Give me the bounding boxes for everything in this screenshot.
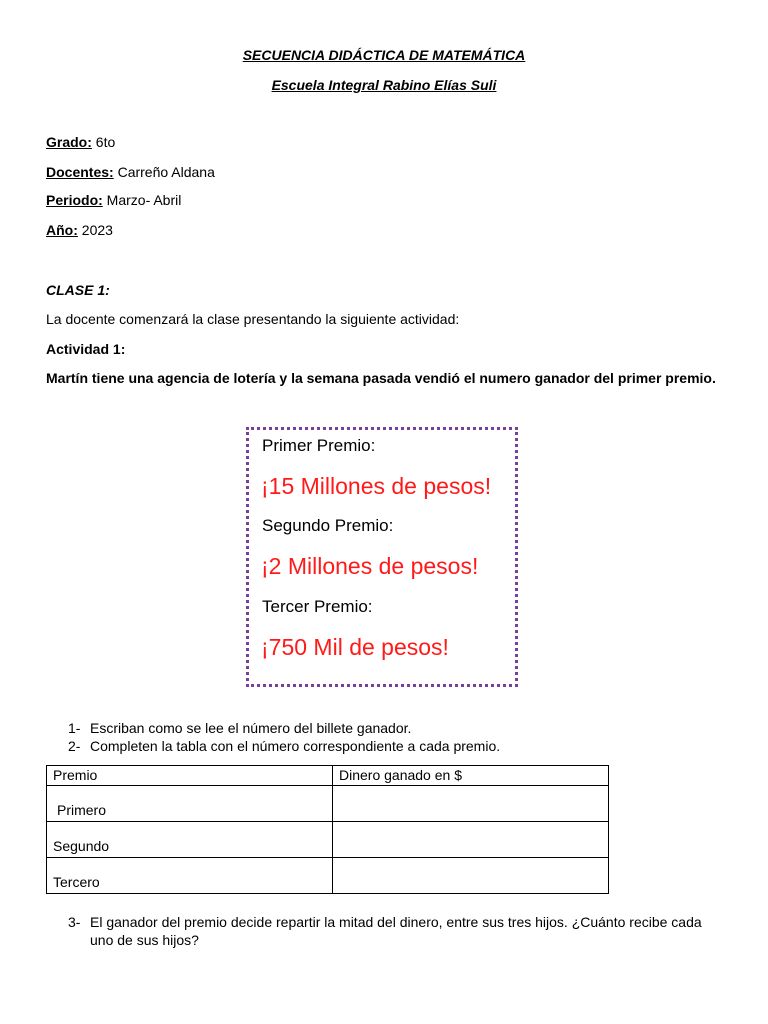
question-text-continued: uno de sus hijos? xyxy=(90,932,199,948)
anio-value: 2023 xyxy=(81,222,113,238)
prize-table xyxy=(46,765,609,894)
grado-value: 6to xyxy=(95,134,116,150)
prize-value-first: ¡15 Millones de pesos! xyxy=(261,473,492,499)
clase-heading: CLASE 1: xyxy=(46,282,110,298)
question-number: 2- xyxy=(68,738,81,754)
periodo-line xyxy=(46,192,181,208)
table-cell-dinero[interactable] xyxy=(333,858,609,894)
activity-text: Martín tiene una agencia de lotería y la semana pasada vendió el numero ganador del primer premio. xyxy=(46,370,716,386)
table-header-premio: Premio xyxy=(47,766,333,786)
table-header-dinero: Dinero ganado en $ xyxy=(333,766,609,786)
docentes-label: Docentes: xyxy=(46,164,114,180)
periodo-label: Periodo: xyxy=(46,192,103,208)
prize-label-first: Primer Premio: xyxy=(262,436,376,455)
school-name: Escuela Integral Rabino Elías Suli xyxy=(271,77,497,93)
question-number: 3- xyxy=(68,914,81,930)
activity-heading: Actividad 1: xyxy=(46,341,126,357)
table-cell-dinero[interactable] xyxy=(333,786,609,822)
prize-value-third: ¡750 Mil de pesos! xyxy=(261,634,449,660)
periodo-value: Marzo- Abril xyxy=(106,192,182,208)
prize-label-second: Segundo Premio: xyxy=(262,516,394,535)
table-header-row xyxy=(47,766,609,786)
docentes-line xyxy=(46,164,215,180)
anio-label: Año: xyxy=(46,222,78,238)
grado-label: Grado: xyxy=(46,134,92,150)
docentes-value: Carreño Aldana xyxy=(117,164,215,180)
table-row xyxy=(47,822,609,858)
table-cell-premio: Segundo xyxy=(47,822,333,858)
question-number: 1- xyxy=(68,720,81,736)
prize-box xyxy=(246,427,518,687)
table-row xyxy=(47,786,609,822)
question-text: Escriban como se lee el número del billete ganador. xyxy=(90,720,412,736)
clase-intro: La docente comenzará la clase presentando la siguiente actividad: xyxy=(46,311,460,327)
table-row xyxy=(47,858,609,894)
table-cell-dinero[interactable] xyxy=(333,822,609,858)
table-cell-premio: Tercero xyxy=(47,858,333,894)
document-title: SECUENCIA DIDÁCTICA DE MATEMÁTICA xyxy=(242,47,526,63)
prize-value-second: ¡2 Millones de pesos! xyxy=(261,553,479,579)
anio-line xyxy=(46,222,113,238)
grado-line xyxy=(46,134,115,150)
prize-label-third: Tercer Premio: xyxy=(262,597,373,616)
table-cell-premio: Primero xyxy=(47,786,333,822)
question-text: Completen la tabla con el número correspondiente a cada premio. xyxy=(90,738,501,754)
question-text: El ganador del premio decide repartir la mitad del dinero, entre sus tres hijos. ¿Cuánto recibe cada xyxy=(90,914,702,930)
